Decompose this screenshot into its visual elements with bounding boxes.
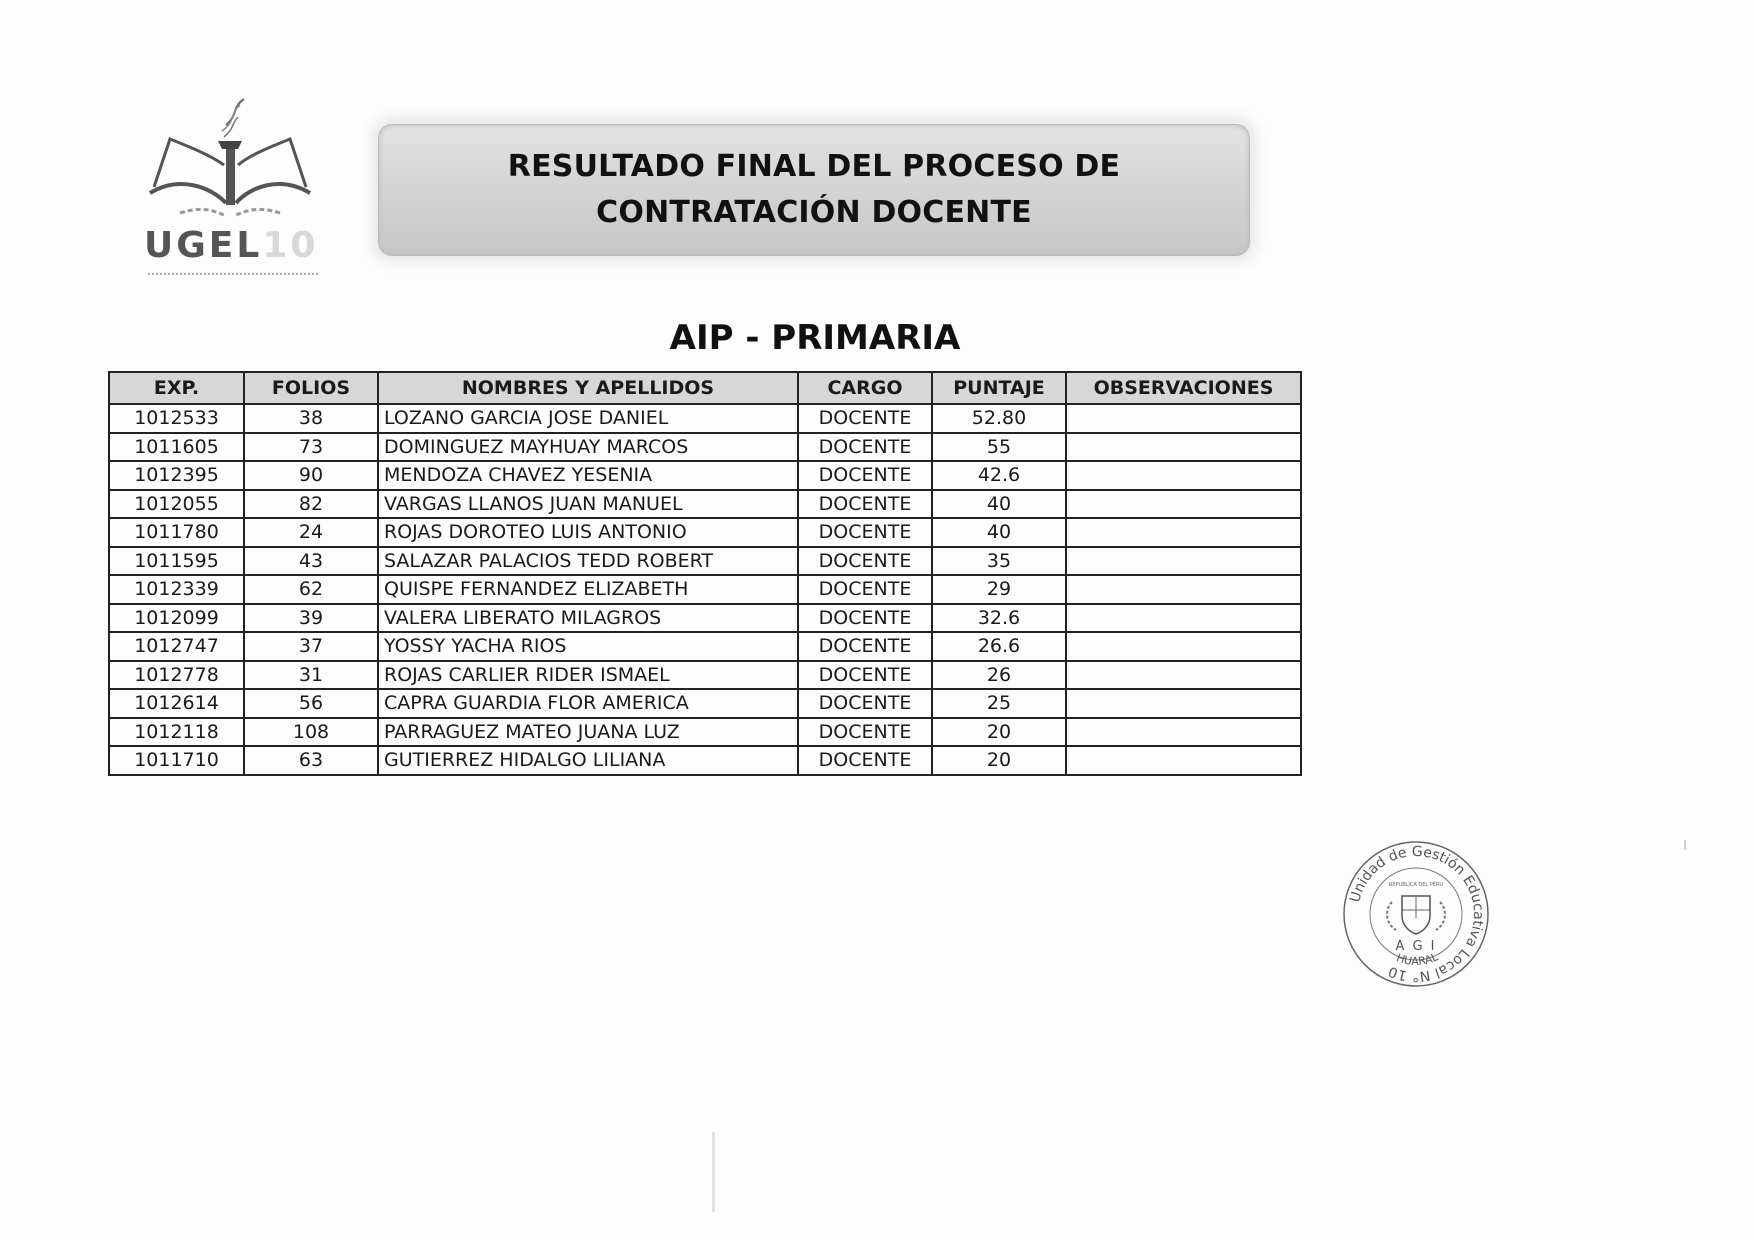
cell-nombres: PARRAGUEZ MATEO JUANA LUZ (378, 718, 798, 747)
cell-nombres: SALAZAR PALACIOS TEDD ROBERT (378, 547, 798, 576)
cell-folios: 24 (244, 518, 378, 547)
cell-nombres: MENDOZA CHAVEZ YESENIA (378, 461, 798, 490)
table-row (109, 461, 1301, 490)
title-banner (378, 124, 1250, 256)
logo-brand-text: UGEL (144, 225, 263, 266)
table-row (109, 575, 1301, 604)
cell-cargo: DOCENTE (798, 689, 932, 718)
cell-folios: 37 (244, 632, 378, 661)
cell-cargo: DOCENTE (798, 404, 932, 433)
svg-text:REPUBLICA DEL PERU: REPUBLICA DEL PERU (1388, 882, 1444, 888)
cell-observaciones (1066, 746, 1301, 775)
scan-artifact (712, 1132, 715, 1212)
cell-cargo: DOCENTE (798, 718, 932, 747)
cell-nombres: ROJAS DOROTEO LUIS ANTONIO (378, 518, 798, 547)
cell-nombres: DOMINGUEZ MAYHUAY MARCOS (378, 433, 798, 462)
torch-book-icon (140, 95, 330, 225)
table-row (109, 604, 1301, 633)
table-row (109, 689, 1301, 718)
cell-nombres: QUISPE FERNANDEZ ELIZABETH (378, 575, 798, 604)
logo-brand (144, 225, 318, 266)
cell-observaciones (1066, 490, 1301, 519)
cell-observaciones (1066, 661, 1301, 690)
cell-observaciones (1066, 718, 1301, 747)
logo-subtitle-line (148, 273, 318, 279)
cell-cargo: DOCENTE (798, 746, 932, 775)
cell-exp: 1012118 (109, 718, 244, 747)
cell-puntaje: 32.6 (932, 604, 1066, 633)
official-stamp (1340, 838, 1492, 990)
cell-exp: 1012614 (109, 689, 244, 718)
table-row (109, 718, 1301, 747)
cell-observaciones (1066, 461, 1301, 490)
header-cargo: CARGO (798, 372, 932, 404)
cell-observaciones (1066, 689, 1301, 718)
cell-cargo: DOCENTE (798, 632, 932, 661)
cell-puntaje: 42.6 (932, 461, 1066, 490)
cell-folios: 31 (244, 661, 378, 690)
table-row (109, 518, 1301, 547)
cell-exp: 1012055 (109, 490, 244, 519)
cell-folios: 43 (244, 547, 378, 576)
cell-nombres: LOZANO GARCIA JOSE DANIEL (378, 404, 798, 433)
cell-puntaje: 29 (932, 575, 1066, 604)
cell-folios: 73 (244, 433, 378, 462)
banner-title-line-2: CONTRATACIÓN DOCENTE (596, 195, 1032, 230)
cell-puntaje: 26.6 (932, 632, 1066, 661)
cell-puntaje: 52.80 (932, 404, 1066, 433)
cell-exp: 1012395 (109, 461, 244, 490)
table-row (109, 404, 1301, 433)
cell-cargo: DOCENTE (798, 490, 932, 519)
cell-nombres: VALERA LIBERATO MILAGROS (378, 604, 798, 633)
cell-exp: 1012099 (109, 604, 244, 633)
cell-nombres: ROJAS CARLIER RIDER ISMAEL (378, 661, 798, 690)
cell-puntaje: 20 (932, 746, 1066, 775)
table-row (109, 433, 1301, 462)
cell-cargo: DOCENTE (798, 547, 932, 576)
header-nombres: NOMBRES Y APELLIDOS (378, 372, 798, 404)
section-title: AIP - PRIMARIA (669, 318, 961, 358)
cell-folios: 56 (244, 689, 378, 718)
cell-nombres: GUTIERREZ HIDALGO LILIANA (378, 746, 798, 775)
cell-puntaje: 20 (932, 718, 1066, 747)
cell-cargo: DOCENTE (798, 604, 932, 633)
table-row (109, 547, 1301, 576)
cell-folios: 82 (244, 490, 378, 519)
cell-observaciones (1066, 575, 1301, 604)
cell-exp: 1011595 (109, 547, 244, 576)
cell-nombres: YOSSY YACHA RIOS (378, 632, 798, 661)
cell-exp: 1011605 (109, 433, 244, 462)
svg-text:Unidad de Gestión Educativa Lo: Unidad de Gestión Educativa Local N° 10 (1347, 843, 1487, 985)
ugel-logo (140, 95, 330, 285)
banner-title-line-1: RESULTADO FINAL DEL PROCESO DE (507, 149, 1121, 184)
cell-puntaje: 25 (932, 689, 1066, 718)
cell-exp: 1012339 (109, 575, 244, 604)
cell-exp: 1012533 (109, 404, 244, 433)
logo-number: 10 (262, 225, 319, 266)
header-puntaje: PUNTAJE (932, 372, 1066, 404)
cell-puntaje: 35 (932, 547, 1066, 576)
scan-artifact (1684, 840, 1686, 850)
results-table-container (108, 371, 1302, 776)
cell-cargo: DOCENTE (798, 518, 932, 547)
cell-folios: 63 (244, 746, 378, 775)
cell-folios: 39 (244, 604, 378, 633)
cell-cargo: DOCENTE (798, 575, 932, 604)
cell-puntaje: 40 (932, 518, 1066, 547)
cell-folios: 90 (244, 461, 378, 490)
cell-folios: 38 (244, 404, 378, 433)
cell-exp: 1012747 (109, 632, 244, 661)
cell-observaciones (1066, 632, 1301, 661)
table-row (109, 746, 1301, 775)
cell-observaciones (1066, 604, 1301, 633)
table-row (109, 490, 1301, 519)
cell-puntaje: 55 (932, 433, 1066, 462)
header-folios: FOLIOS (244, 372, 378, 404)
cell-exp: 1011710 (109, 746, 244, 775)
header-observaciones: OBSERVACIONES (1066, 372, 1301, 404)
cell-nombres: CAPRA GUARDIA FLOR AMERICA (378, 689, 798, 718)
header-exp: EXP. (109, 372, 244, 404)
cell-cargo: DOCENTE (798, 433, 932, 462)
cell-exp: 1011780 (109, 518, 244, 547)
table-row (109, 661, 1301, 690)
table-header-row (109, 372, 1301, 404)
cell-folios: 108 (244, 718, 378, 747)
table-row (109, 632, 1301, 661)
cell-folios: 62 (244, 575, 378, 604)
cell-observaciones (1066, 518, 1301, 547)
cell-observaciones (1066, 433, 1301, 462)
cell-puntaje: 26 (932, 661, 1066, 690)
cell-exp: 1012778 (109, 661, 244, 690)
cell-puntaje: 40 (932, 490, 1066, 519)
cell-cargo: DOCENTE (798, 661, 932, 690)
cell-observaciones (1066, 404, 1301, 433)
cell-nombres: VARGAS LLANOS JUAN MANUEL (378, 490, 798, 519)
results-table (108, 371, 1302, 776)
table-body (109, 404, 1301, 775)
svg-text:A G I: A G I (1395, 939, 1437, 954)
cell-observaciones (1066, 547, 1301, 576)
cell-cargo: DOCENTE (798, 461, 932, 490)
svg-text:HUARAL: HUARAL (1394, 950, 1440, 969)
seal-icon (1340, 838, 1492, 990)
